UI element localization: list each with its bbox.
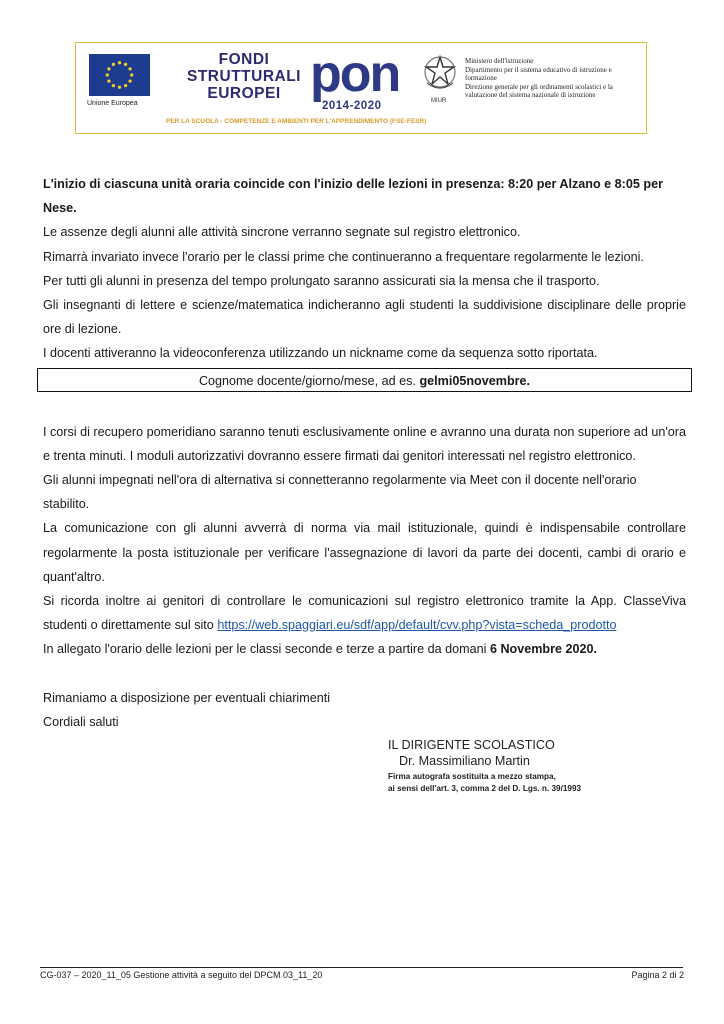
fondi-line: EUROPEI (207, 85, 281, 102)
footer-page-number: Pagina 2 di 2 (631, 970, 684, 980)
italian-republic-emblem-icon (423, 55, 457, 91)
paragraph-comunicazione: La comunicazione con gli alunni avverrà di norma via mail istituzionale, quindi è indispensabile controllare regolarmente la posta istituzionale per verificare l'assegnazione di lavori da parte dei docenti, cambi di orario e quant'altro. (43, 521, 686, 584)
miur-label: MIUR (431, 98, 447, 104)
paragraph-corsi-recupero: I corsi di recupero pomeridiano saranno tenuti esclusivamente online e avranno una durata non superiore ad un'ora e trenta minuti. I moduli autorizzativi dovranno essere firmati dai genitori interessati nel registro elettronico. (43, 424, 686, 463)
paragraph-classi-prime: Rimarrà invariato invece l'orario per le classi prime che continueranno a frequentare regolarmente le lezioni. (43, 249, 644, 264)
ministero-line: Direzione generale per gli ordinamenti scolastici e la (465, 82, 613, 91)
fondi-strutturali-logo (184, 51, 304, 102)
footer-divider (40, 967, 683, 968)
ministero-line: formazione (465, 74, 497, 83)
nickname-example: gelmi05novembre. (419, 373, 531, 388)
signature-note (388, 771, 648, 794)
document-body (43, 172, 686, 734)
header-banner (75, 42, 647, 134)
paragraph-tempo-prolungato: Per tutti gli alunni in presenza del tempo prolungato saranno assicurati sia la mensa che il trasporto. (43, 273, 600, 288)
pon-years: 2014-2020 (322, 100, 382, 112)
signature-name: Dr. Massimiliano Martin (399, 754, 530, 768)
eu-flag-icon (89, 54, 150, 96)
paragraph-registro (43, 589, 686, 637)
classeviva-link[interactable]: https://web.spaggiari.eu/sdf/app/default/cvv.php?vista=scheda_prodotto (217, 618, 617, 633)
paragraph-videoconferenza: I docenti attiveranno la videoconferenza utilizzando un nickname come da sequenza sotto riportata. (43, 346, 598, 361)
nickname-format-box (37, 368, 692, 392)
eu-label: Unione Europea (87, 100, 138, 107)
scuola-tagline: PER LA SCUOLA - COMPETENZE E AMBIENTI PER L'APPRENDIMENTO (FSE-FESR) (166, 118, 427, 125)
ministero-line: valutazione del sistema nazionale di istruzione (465, 91, 596, 100)
signature-note-line: ai sensi dell'art. 3, comma 2 del D. Lgs. n. 39/1993 (388, 783, 582, 793)
registro-text: Si ricorda inoltre ai genitori di controllare le comunicazioni sul registro elettronico tramite la App. ClasseViva studenti o direttamente sul sito (43, 594, 686, 633)
paragraph-disposizione: Rimaniamo a disposizione per eventuali chiarimenti (43, 690, 330, 705)
pon-logo (308, 47, 400, 103)
signature-title: IL DIRIGENTE SCOLASTICO (388, 738, 555, 752)
paragraph-allegato (43, 637, 686, 661)
ministero-line: Dipartimento per il sistema educativo di istruzione e (465, 65, 612, 74)
paragraph-saluti: Cordiali saluti (43, 714, 119, 729)
ministero-text (465, 57, 645, 100)
paragraph-assenze: Le assenze degli alunni alle attività sincrone verranno segnate sul registro elettronico. (43, 225, 521, 240)
signature-note-line: Firma autografa sostituita a mezzo stampa, (388, 772, 556, 781)
ministero-line: Ministero dell'istruzione (465, 57, 534, 65)
nickname-format-text: Cognome docente/giorno/mese, ad es. (198, 373, 420, 388)
signature-block (388, 737, 648, 794)
svg-text:pon: pon (310, 47, 400, 103)
fondi-line: FONDI (218, 51, 270, 68)
allegato-date: 6 Novembre 2020. (489, 642, 598, 657)
paragraph-insegnanti: Gli insegnanti di lettere e scienze/matematica indicheranno agli studenti la suddivisione disciplinare delle proprie ore di lezione. (43, 298, 686, 337)
allegato-text: In allegato l'orario delle lezioni per le classi seconde e terze a partire da domani (43, 642, 490, 657)
paragraph-orario: L'inizio di ciascuna unità oraria coincide con l'inizio delle lezioni in presenza: 8:20 per Alzano e 8:05 per Nese. (43, 177, 663, 216)
footer-document-code: CG-037 – 2020_11_05 Gestione attività a seguito del DPCM 03_11_20 (40, 970, 323, 980)
fondi-line: STRUTTURALI (187, 68, 301, 85)
paragraph-alternativa: Gli alunni impegnati nell'ora di alternativa si connetteranno regolarmente via Meet con il docente nell'orario stabilito. (43, 473, 637, 512)
